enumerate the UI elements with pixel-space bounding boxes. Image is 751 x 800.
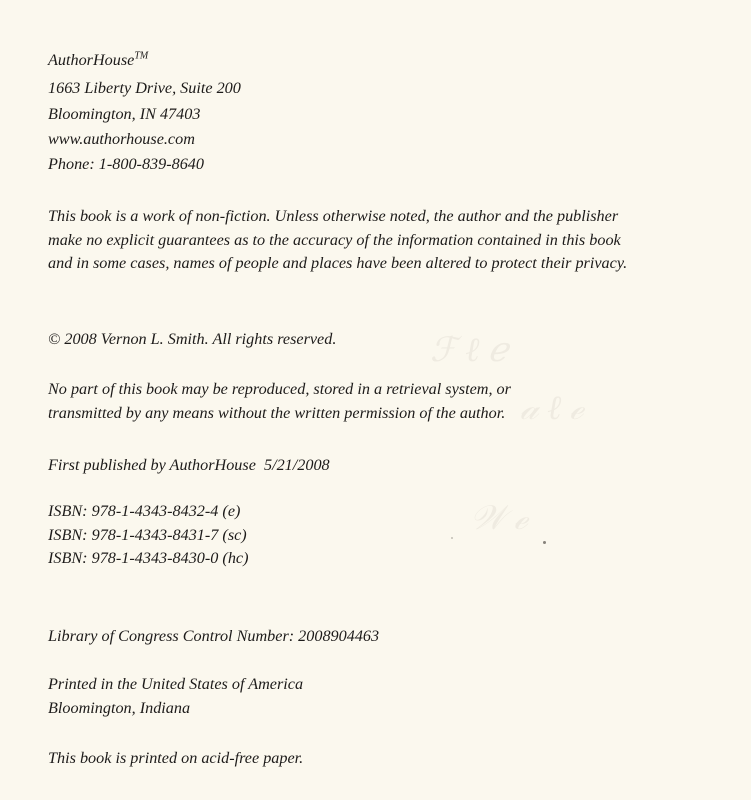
printed-in-country: Printed in the United States of America <box>48 675 304 693</box>
disclaimer-line: This book is a work of non-fiction. Unless otherwise noted, the author and the publisher <box>48 207 619 225</box>
bleed-through-mark: 𝒶 ℓ ℯ <box>520 390 584 427</box>
publisher-address-line2: Bloomington, IN 47403 <box>48 105 201 123</box>
publisher-name <box>48 50 148 70</box>
first-published: First published by AuthorHouse 5/21/2008 <box>48 456 330 474</box>
bleed-through-mark: ℱ ℓ ℯ <box>430 332 509 369</box>
isbn-hardcover: ISBN: 978-1-4343-8430-0 (hc) <box>48 549 249 567</box>
lccn: Library of Congress Control Number: 2008904463 <box>48 627 380 645</box>
publisher-name-text: AuthorHouse <box>48 51 135 69</box>
trademark-symbol: TM <box>134 50 149 62</box>
publisher-website: www.authorhouse.com <box>48 130 195 148</box>
disclaimer-line: make no explicit guarantees as to the accuracy of the information contained in this book <box>48 230 621 249</box>
reproduction-line: No part of this book may be reproduced, stored in a retrieval system, or <box>48 380 511 398</box>
disclaimer-line: and in some cases, names of people and places have been altered to protect their privacy. <box>48 254 628 272</box>
isbn-softcover: ISBN: 978-1-4343-8431-7 (sc) <box>48 525 247 544</box>
disclaimer-paragraph <box>48 205 728 276</box>
reproduction-notice <box>48 378 728 425</box>
printed-in <box>48 673 728 720</box>
acid-free-paper-note: This book is printed on acid-free paper. <box>48 749 304 767</box>
copyright-notice: © 2008 Vernon L. Smith. All rights reserved. <box>48 330 337 348</box>
publisher-address-line1: 1663 Liberty Drive, Suite 200 <box>48 79 241 97</box>
reproduction-line: transmitted by any means without the written permission of the author. <box>48 403 506 422</box>
bleed-through-mark: 𝒲 ℯ <box>470 500 528 537</box>
publisher-phone: Phone: 1-800-839-8640 <box>48 155 204 173</box>
printed-in-city: Bloomington, Indiana <box>48 698 191 717</box>
isbn-ebook: ISBN: 978-1-4343-8432-4 (e) <box>48 502 241 520</box>
isbn-list <box>48 500 728 571</box>
